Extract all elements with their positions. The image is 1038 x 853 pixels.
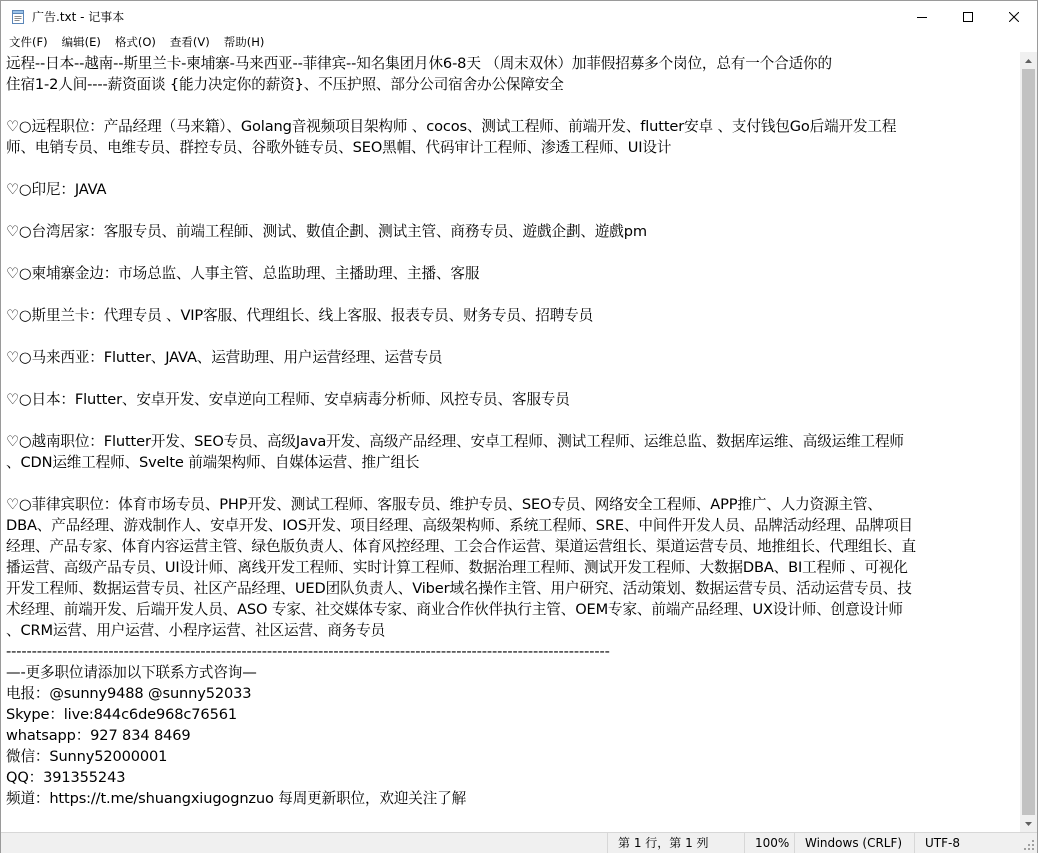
text-line: 开发工程师、数据运营专员、社区产品经理、UED团队负责人、Viber域名操作主管、用户研究、活动策划、数据运营专员、活动运营专员、技	[6, 580, 912, 597]
text-line	[6, 473, 1018, 494]
text-line: 远程--日本--越南--斯里兰卡-柬埔寨-马来西亚--菲律宾--知名集团月休6-8天 （周末双休）加菲假招募多个岗位，总有一个合适你的	[6, 55, 832, 72]
scroll-down-arrow-icon	[1025, 822, 1032, 826]
text-line: 、CRM运营、用户运营、小程序运营、社区运营、商务专员	[6, 622, 386, 639]
text-line: ♡○柬埔寨金边：市场总监、人事主管、总监助理、主播助理、主播、客服	[6, 265, 480, 282]
close-button[interactable]	[991, 1, 1037, 32]
text-line: 住宿1-2人间----薪资面谈 {能力决定你的薪资}、不压护照、部分公司宿舍办公保障安全	[6, 76, 564, 93]
text-line	[6, 200, 1018, 221]
notepad-app-icon[interactable]	[10, 9, 26, 25]
text-line: ♡○菲律宾职位：体育市场专员、PHP开发、测试工程师、客服专员、维护专员、SEO专员、网络安全工程师、APP推广、人力资源主管、	[6, 496, 882, 513]
scrollbar-thumb[interactable]	[1022, 69, 1035, 815]
text-line: ----------------------------------------------------------------------------------------------------------------------	[6, 643, 610, 660]
menu-format[interactable]: 格式(O)	[114, 35, 156, 49]
text-line	[6, 95, 1018, 116]
scroll-down-button[interactable]	[1020, 815, 1037, 832]
scroll-up-arrow-icon	[1025, 59, 1032, 63]
window-title: 广告.txt - 记事本	[32, 10, 125, 24]
document-text[interactable]	[6, 53, 1018, 809]
text-line: ♡○台湾居家：客服专员、前端工程師、测试、數值企劃、测试主管、商務专员、遊戲企劃、遊戲pm	[6, 223, 647, 240]
maximize-button[interactable]	[945, 1, 991, 32]
status-encoding: UTF-8	[914, 833, 960, 853]
text-line: 经理、产品专家、体育内容运营主管、绿色版负责人、体育风控经理、工会合作运营、渠道运营组长、渠道运营专员、地推组长、代理组长、直	[6, 538, 916, 555]
menu-edit[interactable]: 编辑(E)	[61, 35, 101, 49]
text-line: whatsapp：927 834 8469	[6, 727, 191, 744]
text-line	[6, 284, 1018, 305]
maximize-icon	[963, 12, 973, 22]
text-line: 微信：Sunny52000001	[6, 748, 168, 765]
menu-view[interactable]: 查看(V)	[169, 35, 210, 49]
vertical-scrollbar[interactable]	[1020, 52, 1037, 832]
status-line-ending: Windows (CRLF)	[794, 833, 902, 853]
resize-grip-icon[interactable]	[1024, 840, 1035, 851]
text-line: 、CDN运维工程师、Svelte 前端架构师、自媒体运营、推广组长	[6, 454, 420, 471]
status-zoom: 100%	[744, 833, 789, 853]
text-line	[6, 158, 1018, 179]
text-line: 播运营、高级产品专员、UI设计师、离线开发工程师、实时计算工程师、数据治理工程师、测试开发工程师、大数据DBA、BI工程师 、可视化	[6, 559, 908, 576]
text-line	[6, 326, 1018, 347]
text-line: ♡○斯里兰卡：代理专员 、VIP客服、代理组长、线上客服、报表专员、财务专员、招聘专员	[6, 307, 594, 324]
text-line	[6, 242, 1018, 263]
text-line: ♡○日本：Flutter、安卓开发、安卓逆向工程师、安卓病毒分析师、风控专员、客服专员	[6, 391, 570, 408]
menu-bar	[1, 32, 1037, 52]
text-line: —-更多职位请添加以下联系方式咨询—	[6, 664, 257, 681]
text-line: ♡○印尼：JAVA	[6, 181, 107, 198]
text-line	[6, 368, 1018, 389]
text-line: QQ：391355243	[6, 769, 126, 786]
caption-buttons	[899, 1, 1037, 32]
text-editor[interactable]	[1, 52, 1021, 832]
status-cursor-position: 第 1 行，第 1 列	[607, 833, 709, 853]
scroll-up-button[interactable]	[1020, 52, 1037, 69]
menu-file[interactable]: 文件(F)	[9, 35, 48, 49]
close-icon	[1009, 12, 1019, 22]
menu-help[interactable]: 帮助(H)	[223, 35, 265, 49]
text-line: ♡○远程职位：产品经理（马来籍）、Golang音视频项目架构师 、cocos、测试工程师、前端开发、flutter安卓 、支付钱包Go后端开发工程	[6, 118, 897, 135]
minimize-button[interactable]	[899, 1, 945, 32]
text-line: Skype：live:844c6de968c76561	[6, 706, 237, 723]
text-line: 频道：https://t.me/shuangxiugognzuo 每周更新职位，欢迎关注了解	[6, 790, 467, 807]
text-line	[6, 410, 1018, 431]
minimize-icon	[917, 12, 927, 22]
text-line: 师、电销专员、电维专员、群控专员、谷歌外链专员、SEO黑帽、代码审计工程师、渗透工程师、UI设计	[6, 139, 672, 156]
status-bar	[1, 832, 1037, 853]
text-line: ♡○马来西亚：Flutter、JAVA、运营助理、用户运营经理、运营专员	[6, 349, 443, 366]
text-line: ♡○越南职位：Flutter开发、SEO专员、高级Java开发、高级产品经理、安卓工程师、测试工程师、运维总监、数据库运维、高级运维工程师	[6, 433, 904, 450]
text-line: 电报：@sunny9488 @sunny52033	[6, 685, 252, 702]
title-bar[interactable]	[1, 1, 1037, 32]
text-line: 术经理、前端开发、后端开发人员、ASO 专家、社交媒体专家、商业合作伙伴执行主管、OEM专家、前端产品经理、UX设计师、创意设计师	[6, 601, 903, 618]
text-line: DBA、产品经理、游戏制作人、安卓开发、IOS开发、项目经理、高级架构师、系统工程师、SRE、中间件开发人员、品牌活动经理、品牌项目	[6, 517, 913, 534]
